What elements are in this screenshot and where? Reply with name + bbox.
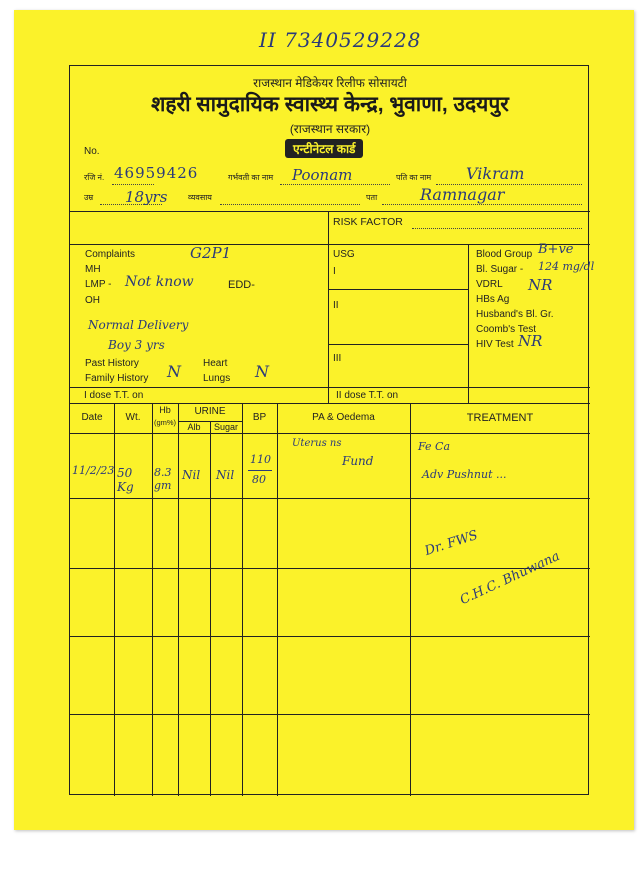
address-value: Ramnagar bbox=[420, 185, 505, 204]
tt-second-dose-label: II dose T.T. on bbox=[336, 390, 399, 401]
family-history-label: Family History bbox=[85, 373, 149, 384]
signature-stamp-text: C.H.C. Bhuwana bbox=[457, 548, 563, 609]
society-name: राजस्थान मेडिकेयर रिलीफ सोसायटी bbox=[253, 76, 407, 90]
header-urine: URINE bbox=[194, 406, 226, 417]
card-type-badge: एन्टीनेटल कार्ड bbox=[285, 139, 363, 158]
row1-hb: 8.3 gm bbox=[154, 466, 172, 492]
husband-name-label: पति का नाम bbox=[396, 173, 432, 182]
row1-bp-systolic: 110 bbox=[250, 453, 271, 466]
husband-name-value: Vikram bbox=[466, 164, 525, 183]
row1-pa-1: Uterus ns bbox=[292, 438, 342, 449]
header-date: Date bbox=[81, 412, 103, 423]
usg-i: I bbox=[333, 266, 336, 277]
tt-first-dose-label: I dose T.T. on bbox=[84, 390, 144, 401]
usg-iii: III bbox=[333, 353, 342, 364]
header-urine-sugar: Sugar bbox=[213, 422, 239, 432]
header-bp: BP bbox=[252, 412, 267, 423]
vdrl-label: VDRL bbox=[476, 279, 503, 290]
row1-urine-alb: Nil bbox=[182, 468, 201, 482]
lungs-label: Lungs bbox=[203, 373, 231, 384]
row1-weight: 50 Kg bbox=[117, 466, 134, 494]
occupation-label: व्यवसाय bbox=[188, 193, 212, 202]
row1-bp-diastolic: 80 bbox=[252, 473, 266, 486]
complaints-value: G2P1 bbox=[190, 244, 232, 262]
oh-value-1: Normal Delivery bbox=[88, 318, 189, 332]
blood-sugar-label: Bl. Sugar - bbox=[476, 264, 524, 275]
signature-initials: Dr. FWS bbox=[423, 527, 480, 560]
heart-lungs-value: N bbox=[255, 362, 269, 381]
blood-group-label: Blood Group bbox=[476, 249, 533, 260]
history-value: N bbox=[167, 362, 181, 381]
lmp-label: LMP - bbox=[85, 279, 112, 290]
usg-ii: II bbox=[333, 300, 339, 311]
past-history-label: Past History bbox=[85, 358, 139, 369]
row1-treatment-2: Adv Pushnut ... bbox=[422, 468, 507, 481]
heart-label: Heart bbox=[203, 358, 228, 369]
header-urine-alb: Alb bbox=[187, 422, 201, 432]
header-weight: Wt. bbox=[125, 412, 141, 423]
form-grid bbox=[69, 65, 595, 795]
header-treatment: TREATMENT bbox=[466, 412, 534, 424]
row1-date: 11/2/23 bbox=[72, 464, 115, 477]
hiv-test-value: NR bbox=[518, 332, 543, 350]
pregnant-name-label: गर्भवती का नाम bbox=[228, 173, 274, 182]
hbsag-label: HBs Ag bbox=[476, 294, 510, 305]
header-hb-unit: (gm%) bbox=[153, 418, 177, 427]
lmp-value: Not know bbox=[125, 274, 194, 290]
government-label: (राजस्थान सरकार) bbox=[289, 122, 371, 136]
address-label: पता bbox=[366, 193, 378, 202]
coombs-test-label: Coomb's Test bbox=[476, 324, 537, 335]
hospital-title: शहरी सामुदायिक स्वास्थ्य केन्द्र, भुवाणा, उदयपुर bbox=[151, 93, 509, 116]
usg-label: USG bbox=[333, 249, 355, 260]
pregnant-name-value: Poonam bbox=[292, 166, 353, 184]
oh-value-2: Boy 3 yrs bbox=[108, 338, 165, 352]
blood-group-value: B+ve bbox=[538, 242, 574, 257]
top-number: II 7340529228 bbox=[259, 28, 422, 52]
age-value: 18yrs bbox=[125, 188, 168, 206]
hiv-test-label: HIV Test bbox=[476, 339, 514, 350]
complaints-label: Complaints bbox=[85, 249, 136, 260]
row1-treatment-1: Fe Ca bbox=[418, 440, 451, 453]
husband-blood-group-label: Husband's Bl. Gr. bbox=[476, 309, 554, 320]
row1-pa-2: Fund bbox=[342, 454, 374, 468]
row1-urine-sugar: Nil bbox=[216, 468, 235, 482]
risk-factor-label: RISK FACTOR bbox=[333, 216, 403, 228]
vdrl-value: NR bbox=[528, 276, 553, 294]
blood-sugar-value: 124 mg/dl bbox=[538, 260, 595, 273]
header-hb: Hb bbox=[159, 405, 171, 415]
oh-label: OH bbox=[85, 295, 100, 306]
header-pa-oedema: PA & Oedema bbox=[312, 412, 375, 423]
edd-label: EDD- bbox=[228, 279, 255, 291]
reg-value: 46959426 bbox=[114, 164, 199, 182]
reg-label: रजि नं. bbox=[84, 173, 105, 182]
mh-label: MH bbox=[85, 264, 101, 275]
no-label: No. bbox=[84, 146, 100, 157]
age-label: उम्र bbox=[84, 193, 94, 202]
antenatal-card bbox=[14, 10, 634, 830]
